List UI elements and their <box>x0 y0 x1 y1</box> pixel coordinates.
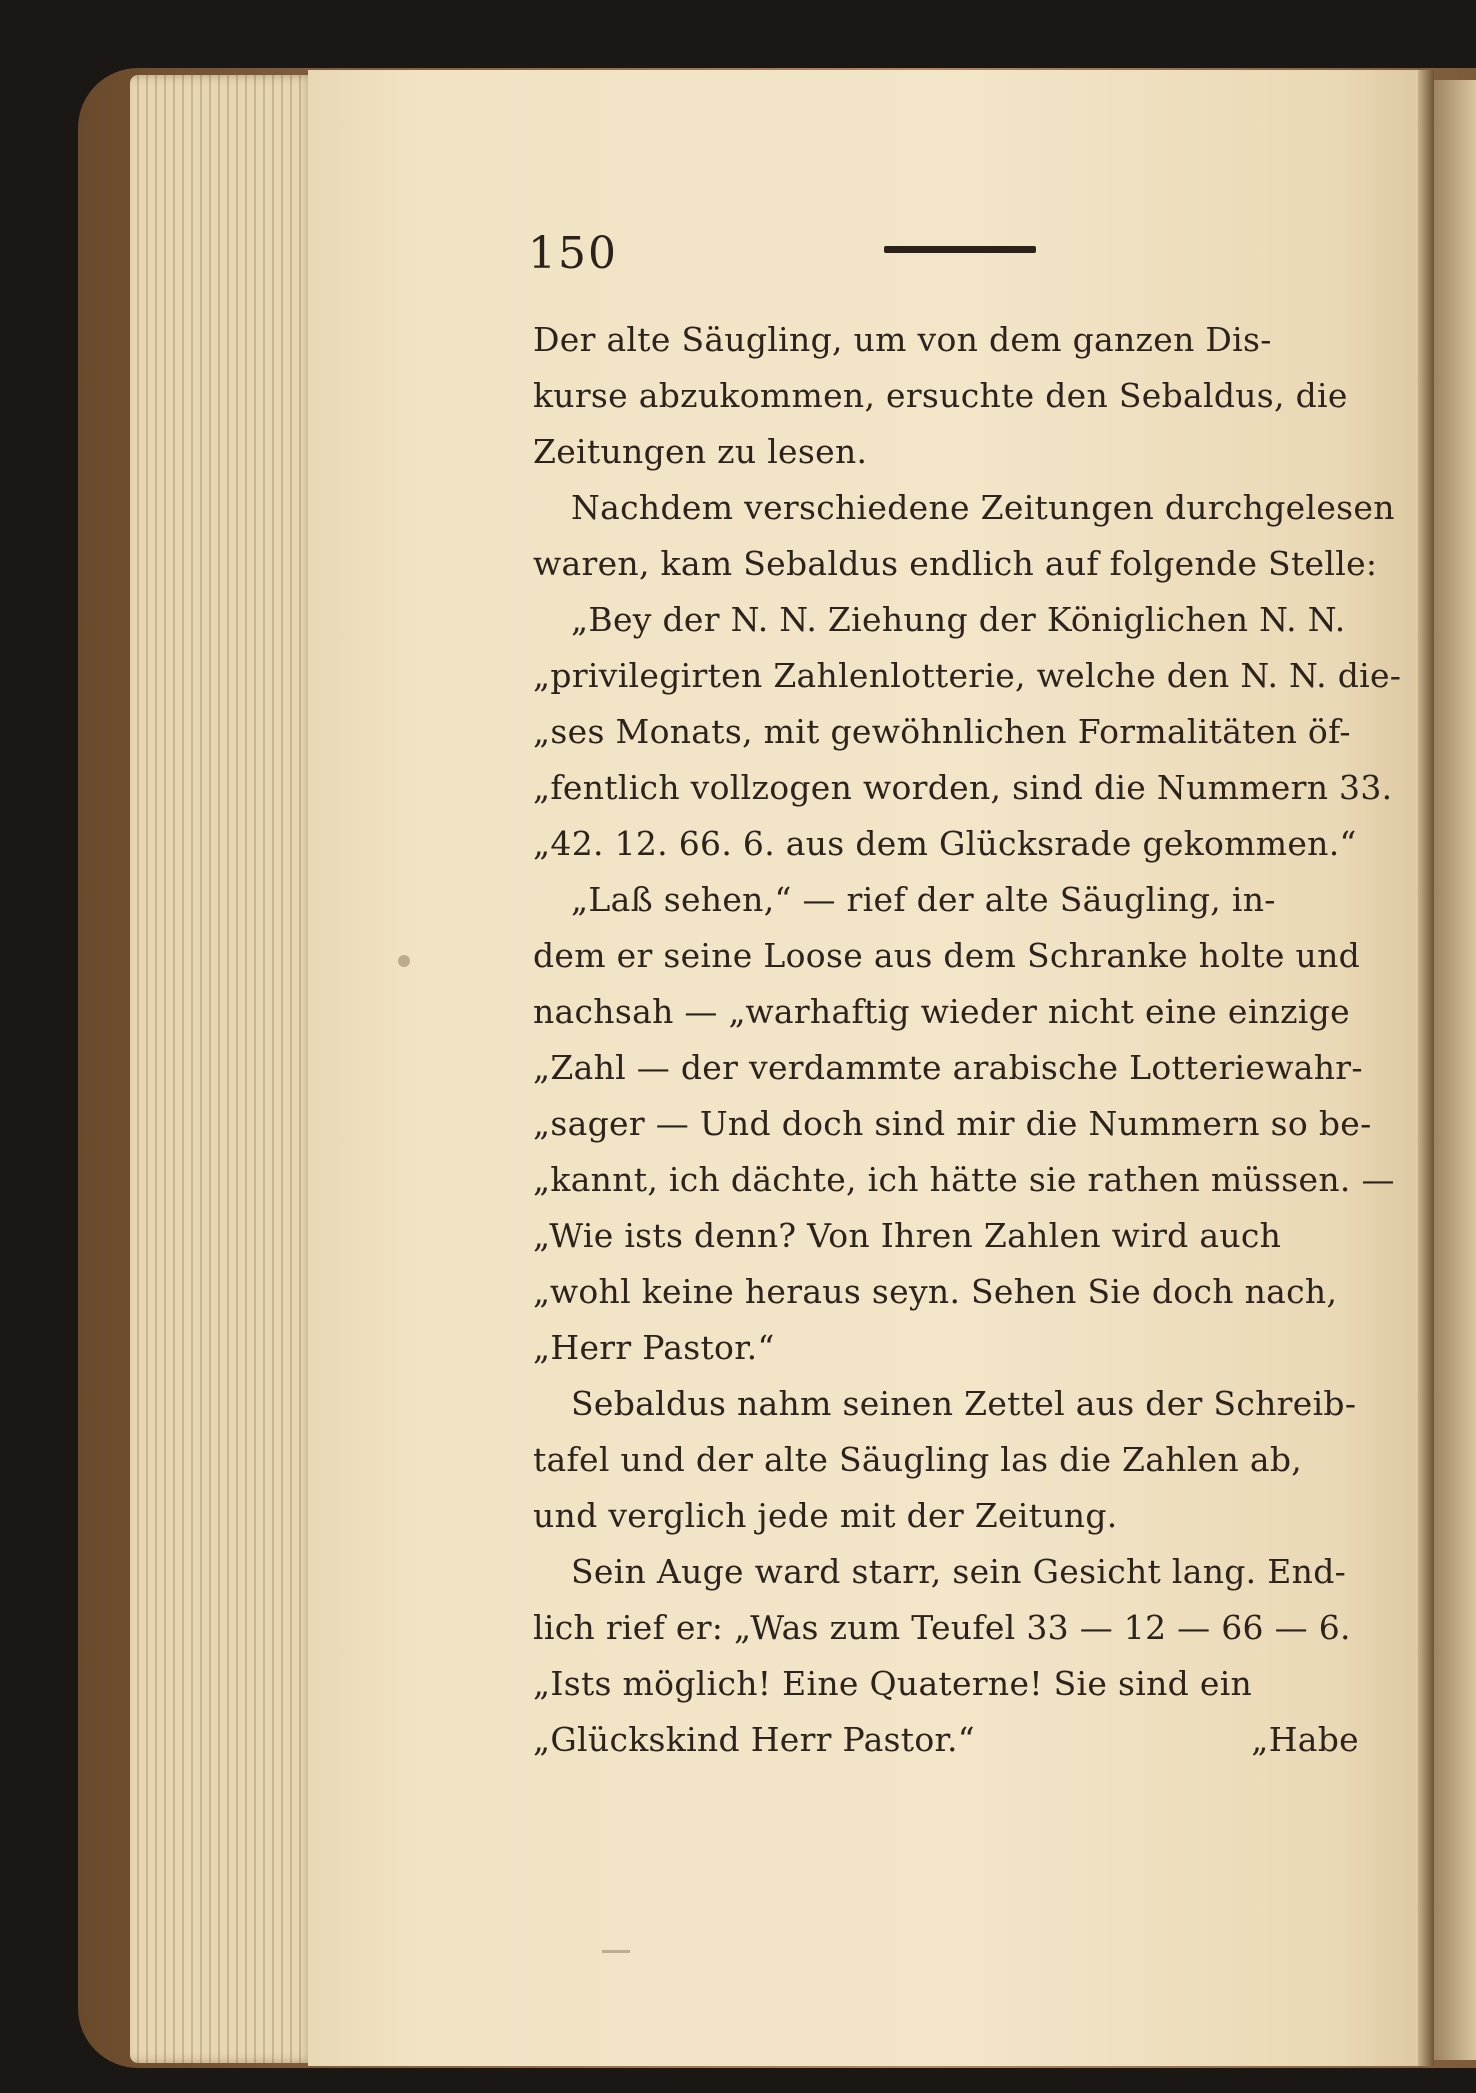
last-line-row <box>533 1712 1359 1768</box>
body-text <box>533 312 1402 1768</box>
ink-speck <box>398 955 410 967</box>
text-line: „Zahl — der verdammte arabische Lotteriewahr- <box>533 1048 1363 1087</box>
text-line: „Bey der N. N. Ziehung der Königlichen N. N. <box>571 600 1346 639</box>
book-gutter <box>1418 70 1434 2066</box>
text-line: „Glückskind Herr Pastor.“ <box>533 1720 975 1759</box>
text-line: nachsah — „warhaftig wieder nicht eine einzige <box>533 992 1350 1031</box>
text-line: lich rief er: „Was zum Teufel 33 — 12 — 66 — 6. <box>533 1608 1351 1647</box>
text-line: „Herr Pastor.“ <box>533 1328 775 1367</box>
text-line: tafel und der alte Säugling las die Zahlen ab, <box>533 1440 1303 1479</box>
page-header <box>528 228 1048 288</box>
text-line: „ses Monats, mit gewöhnlichen Formalitäten öf- <box>533 712 1351 751</box>
text-line: „42. 12. 66. 6. aus dem Glücksrade gekommen.“ <box>533 824 1357 863</box>
page-edges <box>130 75 315 2063</box>
text-line: „sager — Und doch sind mir die Nummern so be- <box>533 1104 1372 1143</box>
text-line: Sein Auge ward starr, sein Gesicht lang. End- <box>571 1552 1347 1591</box>
text-line: „Ists möglich! Eine Quaterne! Sie sind ein <box>533 1664 1253 1703</box>
text-line: dem er seine Loose aus dem Schranke holte und <box>533 936 1361 975</box>
text-line: „kannt, ich dächte, ich hätte sie rathen müssen. — <box>533 1160 1395 1199</box>
catchword: „Habe <box>1251 1720 1359 1759</box>
header-rule <box>884 246 1036 253</box>
text-line: „fentlich vollzogen worden, sind die Nummern 33. <box>533 768 1393 807</box>
facing-page-edge <box>1434 80 1476 2060</box>
text-line: Sebaldus nahm seinen Zettel aus der Schreib- <box>571 1384 1357 1423</box>
ink-speck <box>602 1950 630 1953</box>
text-line: kurse abzukommen, ersuchte den Sebaldus, die <box>533 376 1348 415</box>
text-line: „Laß sehen,“ — rief der alte Säugling, in- <box>571 880 1276 919</box>
text-line: Zeitungen zu lesen. <box>533 432 868 471</box>
text-line: und verglich jede mit der Zeitung. <box>533 1496 1118 1535</box>
text-line: Der alte Säugling, um von dem ganzen Dis- <box>533 320 1272 359</box>
text-line: „Wie ists denn? Von Ihren Zahlen wird auch <box>533 1216 1282 1255</box>
page-number: 150 <box>528 228 618 279</box>
text-line: „privilegirten Zahlenlotterie, welche den N. N. die- <box>533 656 1402 695</box>
text-line: Nachdem verschiedene Zeitungen durchgelesen <box>571 488 1395 527</box>
text-line: „wohl keine heraus seyn. Sehen Sie doch nach, <box>533 1272 1338 1311</box>
text-line: waren, kam Sebaldus endlich auf folgende Stelle: <box>533 544 1378 583</box>
